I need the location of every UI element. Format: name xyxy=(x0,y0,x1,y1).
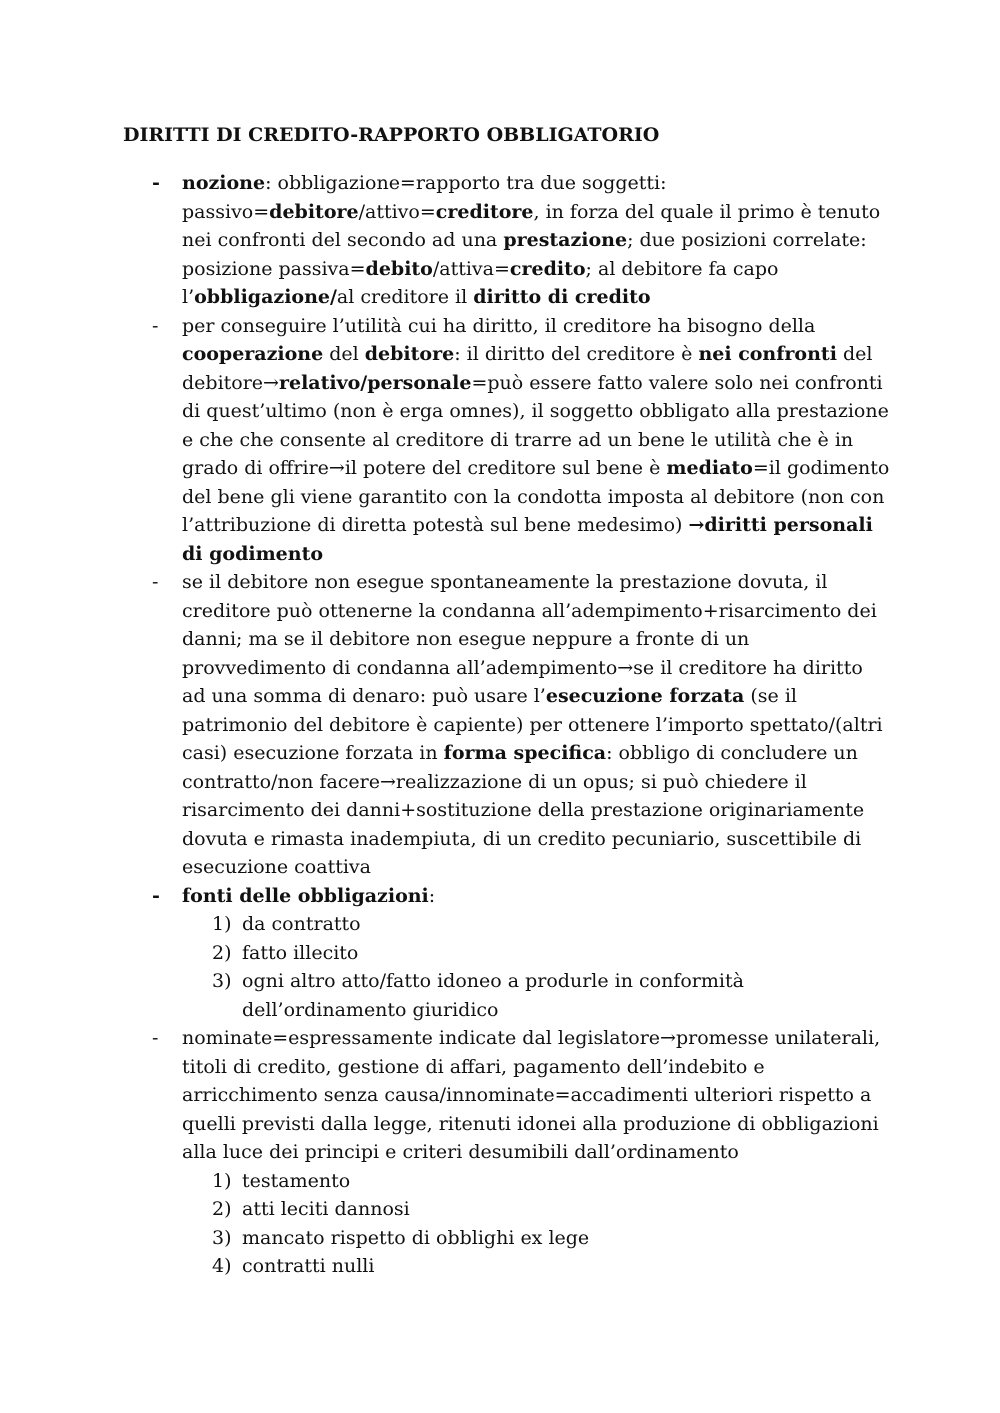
bold-text: fonti delle obbligazioni xyxy=(182,884,429,907)
list-item-text xyxy=(182,312,890,569)
list-number: 1) xyxy=(212,1169,232,1192)
text-span: per conseguire l’utilità cui ha diritto, il creditore ha bisogno della xyxy=(182,314,816,337)
list-item-text: testamento xyxy=(242,1169,351,1192)
numbered-list-item xyxy=(182,910,890,939)
list-number: 1) xyxy=(212,913,232,935)
text-span: (se il patrimonio del debitore è capiente) per ottenere l’importo spettato/(altri casi) esecuzione forzata in xyxy=(182,685,883,764)
bold-text: prestazione xyxy=(503,229,628,251)
list-item xyxy=(150,882,890,1025)
text-span: se il debitore non esegue spontaneamente la prestazione dovuta, il creditore può ottenerne la condanna all’adempimento+risarcimento dei danni; ma se il debitore non esegue neppure a fronte di un provvedimento di condanna all’adempimento→se il creditore ha diritto ad una somma di denaro: può usare l’ xyxy=(182,571,877,707)
list-item xyxy=(150,568,890,882)
list-number: 3) xyxy=(212,970,232,992)
bold-text: obbligazione/ xyxy=(194,286,337,308)
bold-text: nei confronti xyxy=(698,343,837,365)
text-span: =il godimento del bene gli viene garantito con la condotta imposta al debitore (non con l’attribuzione di diretta potestà sul bene medesimo) xyxy=(182,457,890,536)
bold-text: nozione xyxy=(182,172,266,194)
text-span: : il diritto del creditore è xyxy=(454,343,699,365)
bold-text: esecuzione forzata xyxy=(545,685,745,707)
text-span: nominate=espressamente indicate dal legislatore→promesse unilaterali, titoli di credito, gestione di affari, pagamento dell’indebito e arricchimento senza causa/innominate=accadimenti ulteriori rispetto a quelli previsti dalla legge, ritenuti idonei alla produzione di obbligazioni alla luce dei principi e criteri desumibili dall’ordinamento xyxy=(182,1027,881,1163)
document-title: DIRITTI DI CREDITO-RAPPORTO OBBLIGATORIO xyxy=(123,124,660,146)
bullet-dash: - xyxy=(152,1027,159,1049)
list-number: 2) xyxy=(212,941,232,964)
text-span: : xyxy=(428,884,436,907)
text-span: : obbligazione=rapporto tra due soggetti: passivo= xyxy=(182,172,667,223)
bold-text: diritto di credito xyxy=(473,286,651,308)
text-span: , in forza del quale il primo è tenuto nei confronti del secondo ad una xyxy=(182,200,881,251)
bullet-dash: - xyxy=(152,314,159,337)
numbered-list-item xyxy=(182,1167,890,1196)
bold-text: relativo/personale xyxy=(278,371,472,394)
bullet-dash: - xyxy=(152,884,160,907)
list-item-text: contratti nulli xyxy=(242,1255,375,1277)
bold-text: credito xyxy=(509,257,586,280)
list-item xyxy=(150,312,890,569)
list-number: 4) xyxy=(212,1255,232,1277)
list-item-text xyxy=(182,1024,890,1167)
text-span: del debitore→ xyxy=(182,343,873,394)
list-item-text: ogni altro atto/fatto idoneo a produrle in conformità dell’ordinamento giuridico xyxy=(242,970,744,1021)
list-number: 2) xyxy=(212,1198,232,1220)
list-item-text: fatto illecito xyxy=(242,941,359,964)
list-item-text: atti leciti dannosi xyxy=(242,1198,410,1220)
numbered-list xyxy=(182,910,890,1024)
numbered-list-item xyxy=(182,1224,890,1253)
list-item-text xyxy=(182,169,890,312)
text-span: ; al debitore fa capo l’ xyxy=(182,257,779,308)
text-span: : obbligo di concludere un contratto/non facere→realizzazione di un opus; si può chiedere il risarcimento dei danni+sostituzione della prestazione originariamente dovuta e rimasta inadempiuta, di un credito pecuniario, suscettibile di esecuzione coattiva xyxy=(182,742,865,878)
bullet-dash: - xyxy=(152,571,159,593)
list-number: 3) xyxy=(212,1226,232,1249)
bold-text: forma specifica xyxy=(443,742,607,764)
numbered-list-item xyxy=(182,939,890,968)
text-span: /attiva= xyxy=(432,257,510,280)
bold-text: debitore xyxy=(364,343,455,365)
list-item-text xyxy=(182,882,890,911)
list-item-text xyxy=(182,568,890,882)
bold-text: →diritti personali di godimento xyxy=(182,514,873,565)
list-item-text: da contratto xyxy=(242,913,361,935)
numbered-list-item xyxy=(182,1195,890,1224)
bold-text: mediato xyxy=(666,457,753,479)
numbered-list-item xyxy=(182,967,890,1024)
numbered-list-item xyxy=(182,1252,890,1281)
text-span: =può essere fatto valere solo nei confronti di quest’ultimo (non è erga omnes), il soggetto obbligato alla prestazione e che che consente al creditore di trarre ad un bene le utilità che è in grado di offrire→il potere del creditore sul bene è xyxy=(182,371,889,479)
list-item xyxy=(150,169,890,312)
bold-text: debito xyxy=(365,257,433,280)
list-item xyxy=(150,1024,890,1281)
bold-text: cooperazione xyxy=(182,343,324,365)
list-item-text: mancato rispetto di obblighi ex lege xyxy=(242,1226,590,1249)
text-span: ; due posizioni correlate: posizione passiva= xyxy=(182,229,867,280)
text-span: /attivo= xyxy=(358,200,436,223)
bullet-dash: - xyxy=(152,172,160,194)
numbered-list xyxy=(182,1167,890,1281)
text-span: al creditore il xyxy=(336,286,474,308)
text-span: del xyxy=(323,343,365,365)
bold-text: debitore xyxy=(269,200,359,223)
bold-text: creditore xyxy=(435,200,534,223)
document-body xyxy=(150,169,890,1281)
